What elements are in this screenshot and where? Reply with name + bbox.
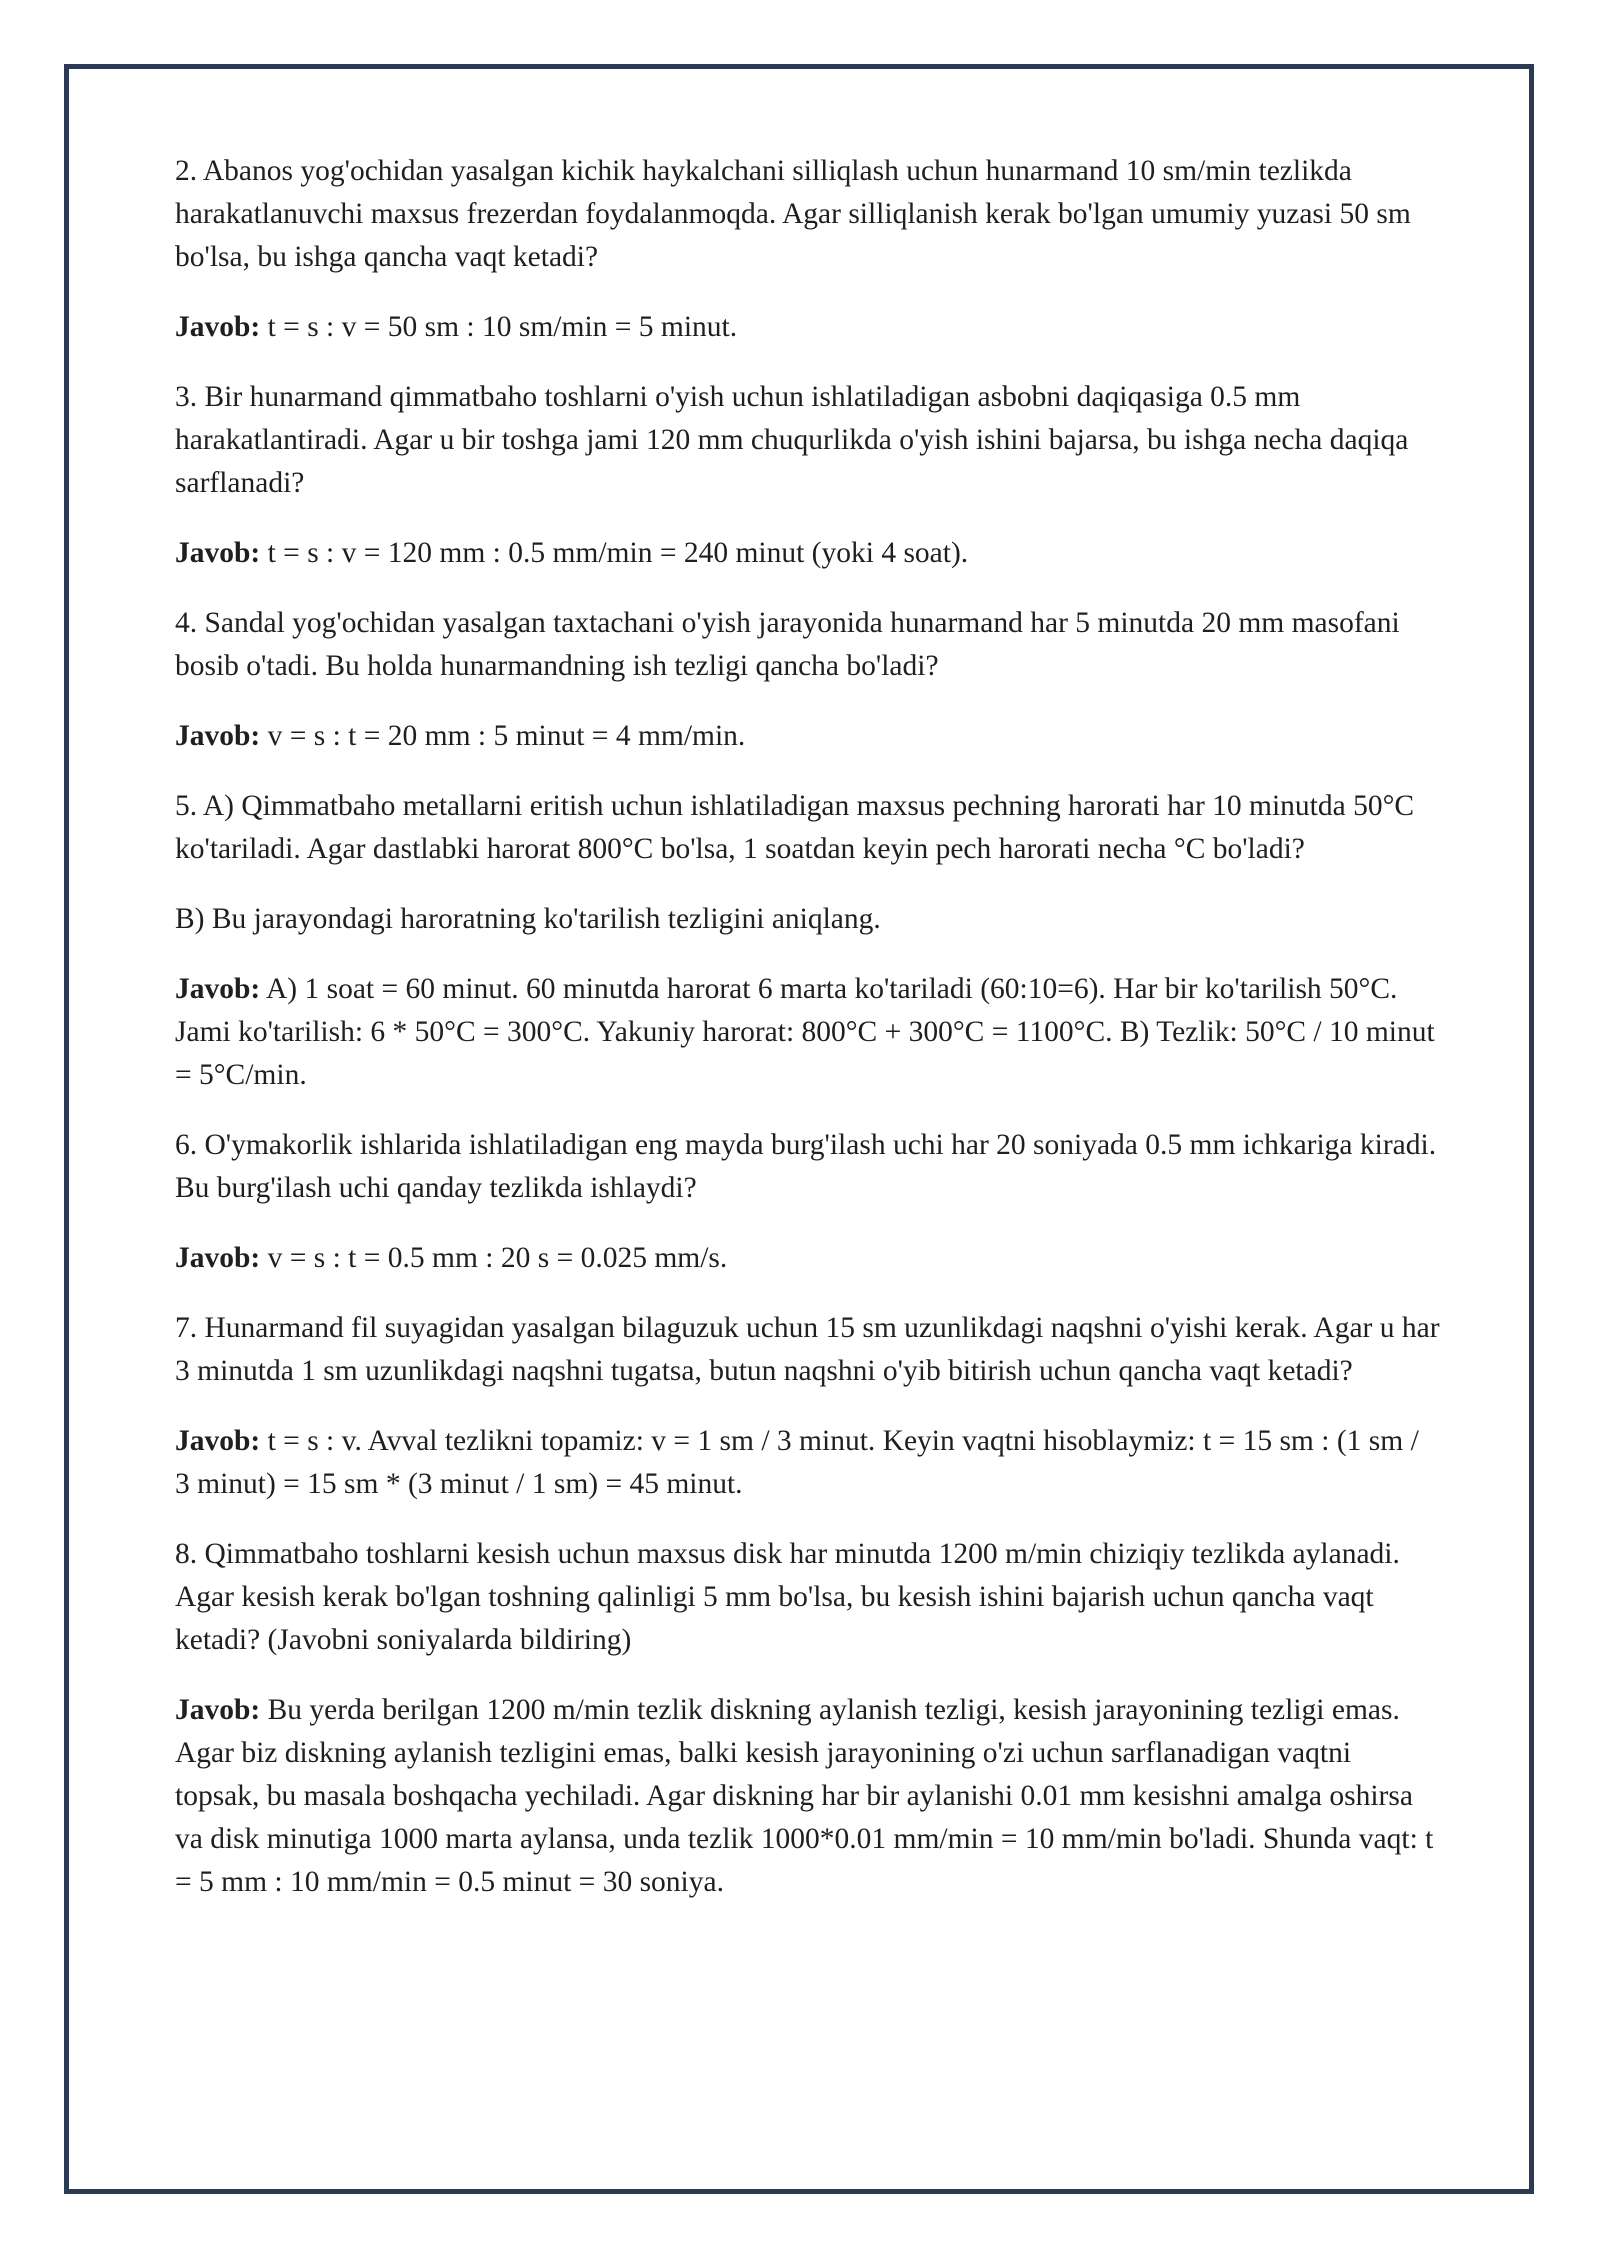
document-body bbox=[175, 150, 1440, 1931]
answer-8 bbox=[175, 1689, 1440, 1904]
question-text: 6. O'ymakorlik ishlarida ishlatiladigan eng mayda burg'ilash uchi har 20 soniyada 0.5 mm ichkariga kiradi. Bu burg'ilash uchi qanday tezlikda ishlaydi? bbox=[175, 1129, 1437, 1204]
answer-text: A) 1 soat = 60 minut. 60 minutda harorat 6 marta ko'tariladi (60:10=6). Har bir ko'tarilish 50°C. Jami ko'tarilish: 6 * 50°C = 300°C. Yakuniy harorat: 800°C + 300°C = 1100°C. B) Tezlik: 50°C / 10 minut = 5°C/min. bbox=[175, 973, 1435, 1091]
answer-text: t = s : v. Avval tezlikni topamiz: v = 1 sm / 3 minut. Keyin vaqtni hisoblaymiz: t = 15 sm : (1 sm / 3 minut) = 15 sm * (3 minut / 1 sm) = 45 minut. bbox=[175, 1425, 1419, 1500]
answer-label: Javob: bbox=[175, 1694, 261, 1726]
answer-label: Javob: bbox=[175, 1425, 261, 1457]
question-text: 4. Sandal yog'ochidan yasalgan taxtachani o'yish jarayonida hunarmand har 5 minutda 20 mm masofani bosib o'tadi. Bu holda hunarmandning ish tezligi qancha bo'ladi? bbox=[175, 607, 1400, 682]
answer-label: Javob: bbox=[175, 973, 261, 1005]
answer-label: Javob: bbox=[175, 720, 261, 752]
answer-text: Bu yerda berilgan 1200 m/min tezlik diskning aylanish tezligi, kesish jarayonining tezligi emas. Agar biz diskning aylanish tezligini emas, balki kesish jarayonining o'zi uchun sarflanadigan vaqtni topsak, bu masala boshqacha yechiladi. Agar diskning har bir aylanishi 0.01 mm kesishni amalga oshirsa va disk minutiga 1000 marta aylansa, unda tezlik 1000*0.01 mm/min = 10 mm/min bo'ladi. Shunda vaqt: t = 5 mm : 10 mm/min = 0.5 minut = 30 soniya. bbox=[175, 1694, 1434, 1898]
answer-label: Javob: bbox=[175, 311, 261, 343]
answer-5 bbox=[175, 968, 1440, 1097]
answer-4 bbox=[175, 715, 1440, 758]
question-8 bbox=[175, 1533, 1440, 1662]
question-6 bbox=[175, 1124, 1440, 1210]
question-text: 8. Qimmatbaho toshlarni kesish uchun maxsus disk har minutda 1200 m/min chiziqiy tezlikda aylanadi. Agar kesish kerak bo'lgan toshning qalinligi 5 mm bo'lsa, bu kesish ishini bajarish uchun qancha vaqt ketadi? (Javobni soniyalarda bildiring) bbox=[175, 1538, 1400, 1656]
question-text: 2. Abanos yog'ochidan yasalgan kichik haykalchani silliqlash uchun hunarmand 10 sm/min tezlikda harakatlanuvchi maxsus frezerdan foydalanmoqda. Agar silliqlanish kerak bo'lgan umumiy yuzasi 50 sm bo'lsa, bu ishga qancha vaqt ketadi? bbox=[175, 155, 1411, 273]
answer-3 bbox=[175, 532, 1440, 575]
question-text: 5. A) Qimmatbaho metallarni eritish uchun ishlatiladigan maxsus pechning harorati har 10 minutda 50°C ko'tariladi. Agar dastlabki harorat 800°C bo'lsa, 1 soatdan keyin pech harorati necha °C bo'ladi? bbox=[175, 790, 1415, 865]
question-4 bbox=[175, 602, 1440, 688]
answer-label: Javob: bbox=[175, 537, 261, 569]
question-5a bbox=[175, 785, 1440, 871]
question-text: B) Bu jarayondagi haroratning ko'tarilish tezligini aniqlang. bbox=[175, 903, 881, 935]
answer-text: t = s : v = 50 sm : 10 sm/min = 5 minut. bbox=[260, 311, 738, 343]
question-3 bbox=[175, 376, 1440, 505]
answer-6 bbox=[175, 1237, 1440, 1280]
question-2 bbox=[175, 150, 1440, 279]
answer-2 bbox=[175, 306, 1440, 349]
answer-text: v = s : t = 20 mm : 5 minut = 4 mm/min. bbox=[260, 720, 746, 752]
answer-7 bbox=[175, 1420, 1440, 1506]
question-5b bbox=[175, 898, 1440, 941]
answer-label: Javob: bbox=[175, 1242, 261, 1274]
question-7 bbox=[175, 1307, 1440, 1393]
answer-text: v = s : t = 0.5 mm : 20 s = 0.025 mm/s. bbox=[260, 1242, 728, 1274]
question-text: 3. Bir hunarmand qimmatbaho toshlarni o'yish uchun ishlatiladigan asbobni daqiqasiga 0.5 mm harakatlantiradi. Agar u bir toshga jami 120 mm chuqurlikda o'yish ishini bajarsa, bu ishga necha daqiqa sarflanadi? bbox=[175, 381, 1409, 499]
answer-text: t = s : v = 120 mm : 0.5 mm/min = 240 minut (yoki 4 soat). bbox=[260, 537, 969, 569]
question-text: 7. Hunarmand fil suyagidan yasalgan bilaguzuk uchun 15 sm uzunlikdagi naqshni o'yishi kerak. Agar u har 3 minutda 1 sm uzunlikdagi naqshni tugatsa, butun naqshni o'yib bitirish uchun qancha vaqt ketadi? bbox=[175, 1312, 1440, 1387]
